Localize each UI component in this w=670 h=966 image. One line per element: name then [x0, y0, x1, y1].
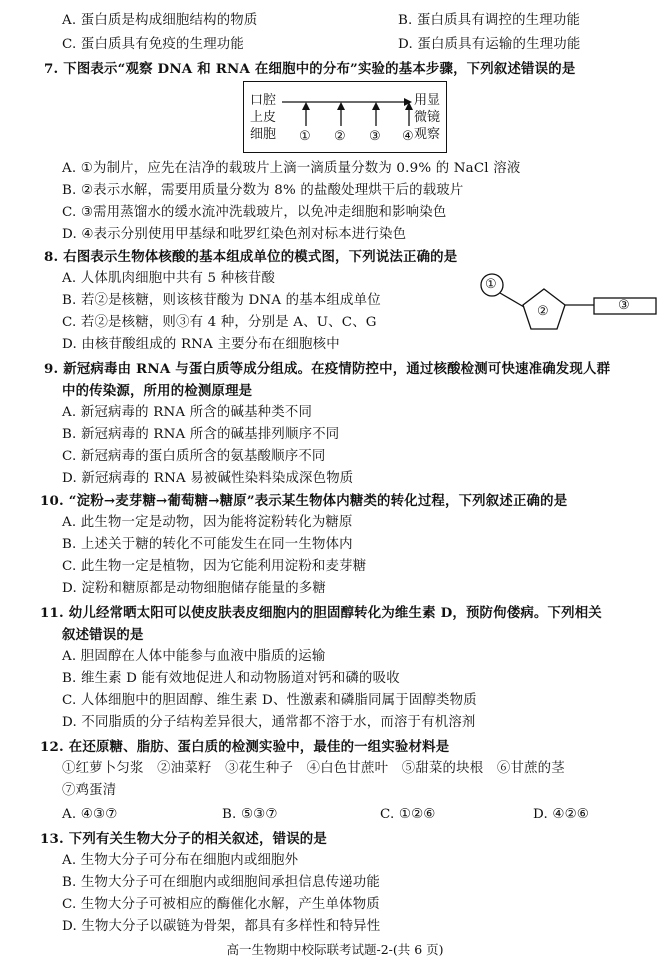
- step-2-label: ②: [334, 129, 346, 144]
- nucleotide-shapes: [478, 273, 658, 343]
- q10-option-a: A. 此生物一定是动物，因为能将淀粉转化为糖原: [62, 515, 353, 530]
- q8-option-d: D. 由核苷酸组成的 RNA 主要分布在细胞核中: [62, 337, 340, 352]
- q7-procedure-diagram: [243, 81, 447, 153]
- q13-stem: 13. 下列有关生物大分子的相关叙述，错误的是: [40, 831, 327, 847]
- q8-stem: 8. 右图表示生物体核酸的基本组成单位的模式图，下列说法正确的是: [44, 249, 458, 265]
- q10-option-b: B. 上述关于糖的转化不可能发生在同一生物体内: [62, 537, 353, 552]
- q11-option-d: D. 不同脂质的分子结构差异很大，通常都不溶于水，而溶于有机溶剂: [62, 715, 476, 730]
- q9-stem-line2: 中的传染源，所用的检测原理是: [62, 383, 253, 399]
- step-3-label: ③: [369, 129, 381, 144]
- q8-option-c: C. 若②是核糖，则③有 4 种，分别是 A、U、C、G: [62, 315, 377, 330]
- q7-option-d: D. ④表示分别使用甲基绿和吡罗红染色剂对标本进行染色: [62, 227, 407, 242]
- q10-option-c: C. 此生物一定是植物，因为它能利用淀粉和麦芽糖: [62, 559, 367, 574]
- q12-stem: 12. 在还原糖、脂肪、蛋白质的检测实验中，最佳的一组实验材料是: [40, 739, 450, 755]
- q11-option-b: B. 维生素 D 能有效地促进人和动物肠道对钙和磷的吸收: [62, 671, 400, 686]
- q11-option-c: C. 人体细胞中的胆固醇、维生素 D、性激素和磷脂同属于固醇类物质: [62, 693, 477, 708]
- base-label: ③: [618, 298, 630, 313]
- diagram-start-label: 口腔 上皮 细胞: [250, 93, 277, 142]
- prev-option-b: B. 蛋白质具有调控的生理功能: [398, 13, 581, 28]
- step-1-label: ①: [299, 129, 311, 144]
- q9-stem-line1: 9. 新冠病毒由 RNA 与蛋白质等成分组成。在疫情防控中，通过核酸检测可快速准确发现人群: [44, 361, 611, 377]
- diagram-end-label: 用显 微镜 观察: [413, 93, 440, 142]
- q12-option-a: A. ④③⑦: [62, 807, 118, 822]
- q10-option-d: D. 淀粉和糖原都是动物细胞储存能量的多糖: [62, 581, 327, 596]
- procedure-arrows: [244, 82, 448, 154]
- q13-option-b: B. 生物大分子可在细胞内或细胞间承担信息传递功能: [62, 875, 380, 890]
- prev-option-d: D. 蛋白质具有运输的生理功能: [398, 37, 581, 52]
- prev-option-a: A. 蛋白质是构成细胞结构的物质: [62, 13, 258, 28]
- q12-option-d: D. ④②⑥: [533, 807, 589, 822]
- q11-stem-line1: 11. 幼儿经常晒太阳可以使皮肤表皮细胞内的胆固醇转化为维生素 D，预防佝偻病。下列相关: [40, 605, 602, 621]
- q12-option-c: C. ①②⑥: [380, 807, 436, 822]
- q12-materials-line2: ⑦鸡蛋清: [62, 783, 117, 798]
- q10-stem: 10. “淀粉→麦芽糖→葡萄糖→糖原”表示某生物体内糖类的转化过程，下列叙述正确的是: [40, 493, 568, 509]
- q7-option-a: A. ①为制片，应先在洁净的载玻片上滴一滴质量分数为 0.9% 的 NaCl 溶液: [62, 161, 521, 176]
- q7-stem: 7. 下图表示“观察 DNA 和 RNA 在细胞中的分布”实验的基本步骤，下列叙述错误的是: [44, 61, 576, 77]
- page-footer: 高一生物期中校际联考试题-2-(共 6 页): [226, 942, 444, 957]
- q11-option-a: A. 胆固醇在人体中能参与血液中脂质的运输: [62, 649, 326, 664]
- q9-option-d: D. 新冠病毒的 RNA 易被碱性染料染成深色物质: [62, 471, 354, 486]
- nucleotide-structure-diagram: [478, 273, 658, 343]
- q9-option-a: A. 新冠病毒的 RNA 所含的碱基种类不同: [62, 405, 313, 420]
- q8-option-b: B. 若②是核糖，则该核苷酸为 DNA 的基本组成单位: [62, 293, 381, 308]
- q7-option-c: C. ③需用蒸馏水的缓水流冲洗载玻片，以免冲走细胞和影响染色: [62, 205, 447, 220]
- prev-option-c: C. 蛋白质具有免疫的生理功能: [62, 37, 244, 52]
- q9-option-b: B. 新冠病毒的 RNA 所含的碱基排列顺序不同: [62, 427, 340, 442]
- q12-option-b: B. ⑤③⑦: [222, 807, 278, 822]
- q13-option-c: C. 生物大分子可被相应的酶催化水解，产生单体物质: [62, 897, 380, 912]
- phosphate-label: ①: [485, 277, 497, 292]
- q13-option-d: D. 生物大分子以碳链为骨架，都具有多样性和特异性: [62, 919, 381, 934]
- q7-option-b: B. ②表示水解，需要用质量分数为 8% 的盐酸处理烘干后的载玻片: [62, 183, 464, 198]
- q9-option-c: C. 新冠病毒的蛋白质所含的氨基酸顺序不同: [62, 449, 326, 464]
- sugar-label: ②: [537, 304, 549, 319]
- q12-materials-line1: ①红萝卜匀浆 ②油菜籽 ③花生种子 ④白色甘蔗叶 ⑤甜菜的块根 ⑥甘蔗的茎: [62, 761, 565, 776]
- q13-option-a: A. 生物大分子可分布在细胞内或细胞外: [62, 853, 299, 868]
- q11-stem-line2: 叙述错误的是: [62, 627, 144, 643]
- q8-option-a: A. 人体肌肉细胞中共有 5 种核苷酸: [62, 271, 276, 286]
- step-4-label: ④: [402, 129, 414, 144]
